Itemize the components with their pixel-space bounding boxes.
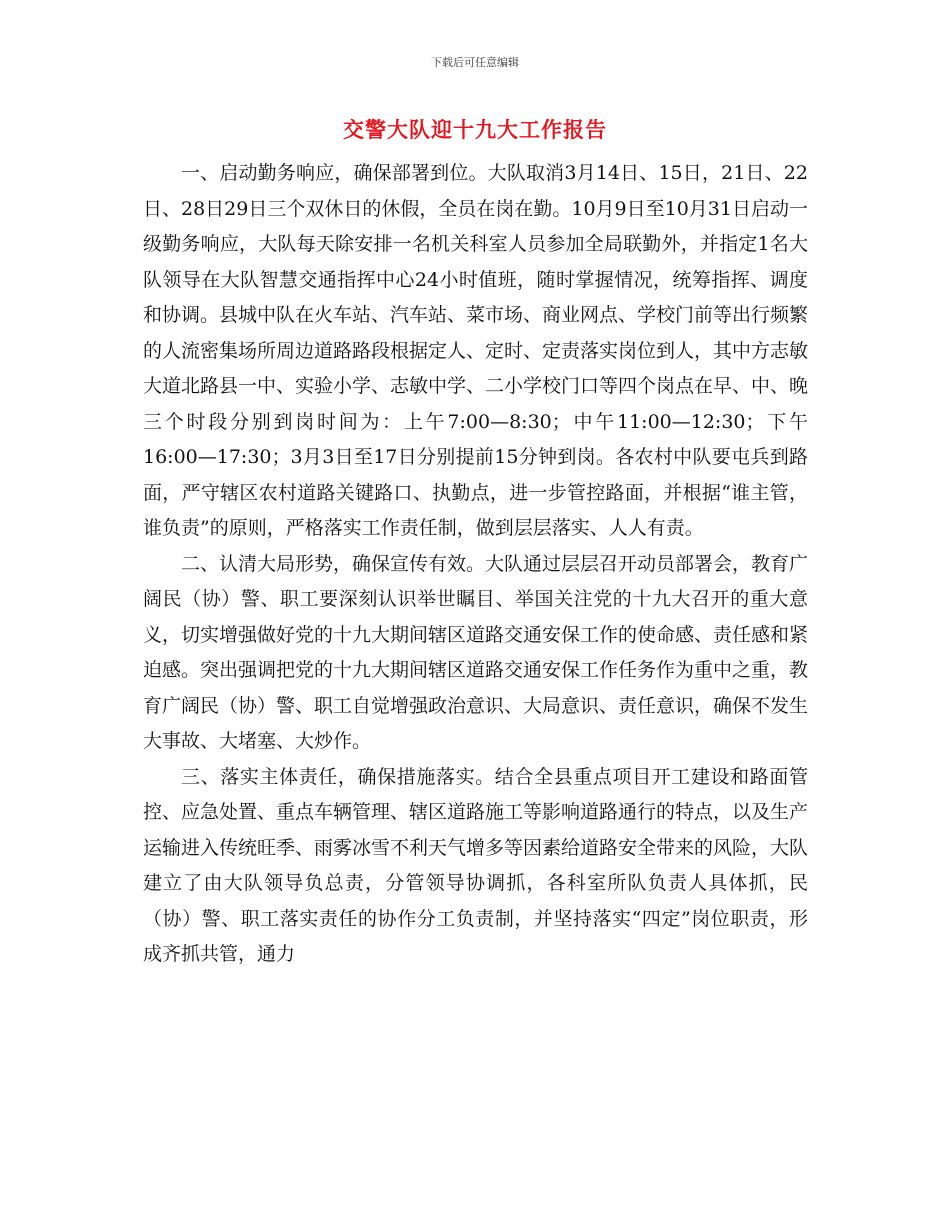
- page-header-note: 下载后可任意编辑: [431, 56, 519, 69]
- document-title: 交警大队迎十九大工作报告: [343, 118, 607, 142]
- paragraph-1: 一、启动勤务响应，确保部署到位。大队取消3月14日、15日，21日、22日、28日29日三个双休日的休假，全员在岗在勤。10月9日至10月31日启动一级勤务响应，大队每天除安排一名机关科室人员参加全局联勤外，并指定1名大队领导在大队智慧交通指挥中心24小时值班，随时掌握情况，统筹指挥、调度和协调。县城中队在火车站、汽车站、菜市场、商业网点、学校门前等出行频繁的人流密集场所周边道路路段根据定人、定时、定责落实岗位到人，其中方志敏大道北路县一中、实验小学、志敏中学、二小学校门口等四个岗点在早、中、晚三个时段分别到岗时间为：上午7:00—8:30；中午11:00—12:30；下午16:00—17:30；3月3日至17日分别提前15分钟到岗。各农村中队要屯兵到路面，严守辖区农村道路关键路口、执勤点，进一步管控路面，并根据“谁主管，谁负责”的原则，严格落实工作责任制，做到层层落实、人人有责。: [143, 162, 809, 539]
- paragraph-2: 二、认清大局形势，确保宣传有效。大队通过层层召开动员部署会，教育广阔民（协）警、职工要深刻认识举世瞩目、举国关注党的十九大召开的重大意义，切实增强做好党的十九大期间辖区道路交通安保工作的使命感、责任感和紧迫感。突出强调把党的十九大期间辖区道路交通安保工作任务作为重中之重，教育广阔民（协）警、职工自觉增强政治意识、大局意识、责任意识，确保不发生大事故、大堵塞、大炒作。: [143, 552, 809, 752]
- document-body: [143, 156, 808, 973]
- paragraph-3: 三、落实主体责任，确保措施落实。结合全县重点项目开工建设和路面管控、应急处置、重点车辆管理、辖区道路施工等影响道路通行的特点，以及生产运输进入传统旺季、雨雾冰雪不利天气增多等因素给道路安全带来的风险，大队建立了由大队领导负总责，分管领导协调抓，各科室所队负责人具体抓，民（协）警、职工落实责任的协作分工负责制，并坚持落实“四定”岗位职责，形成齐抓共管，通力: [143, 765, 809, 965]
